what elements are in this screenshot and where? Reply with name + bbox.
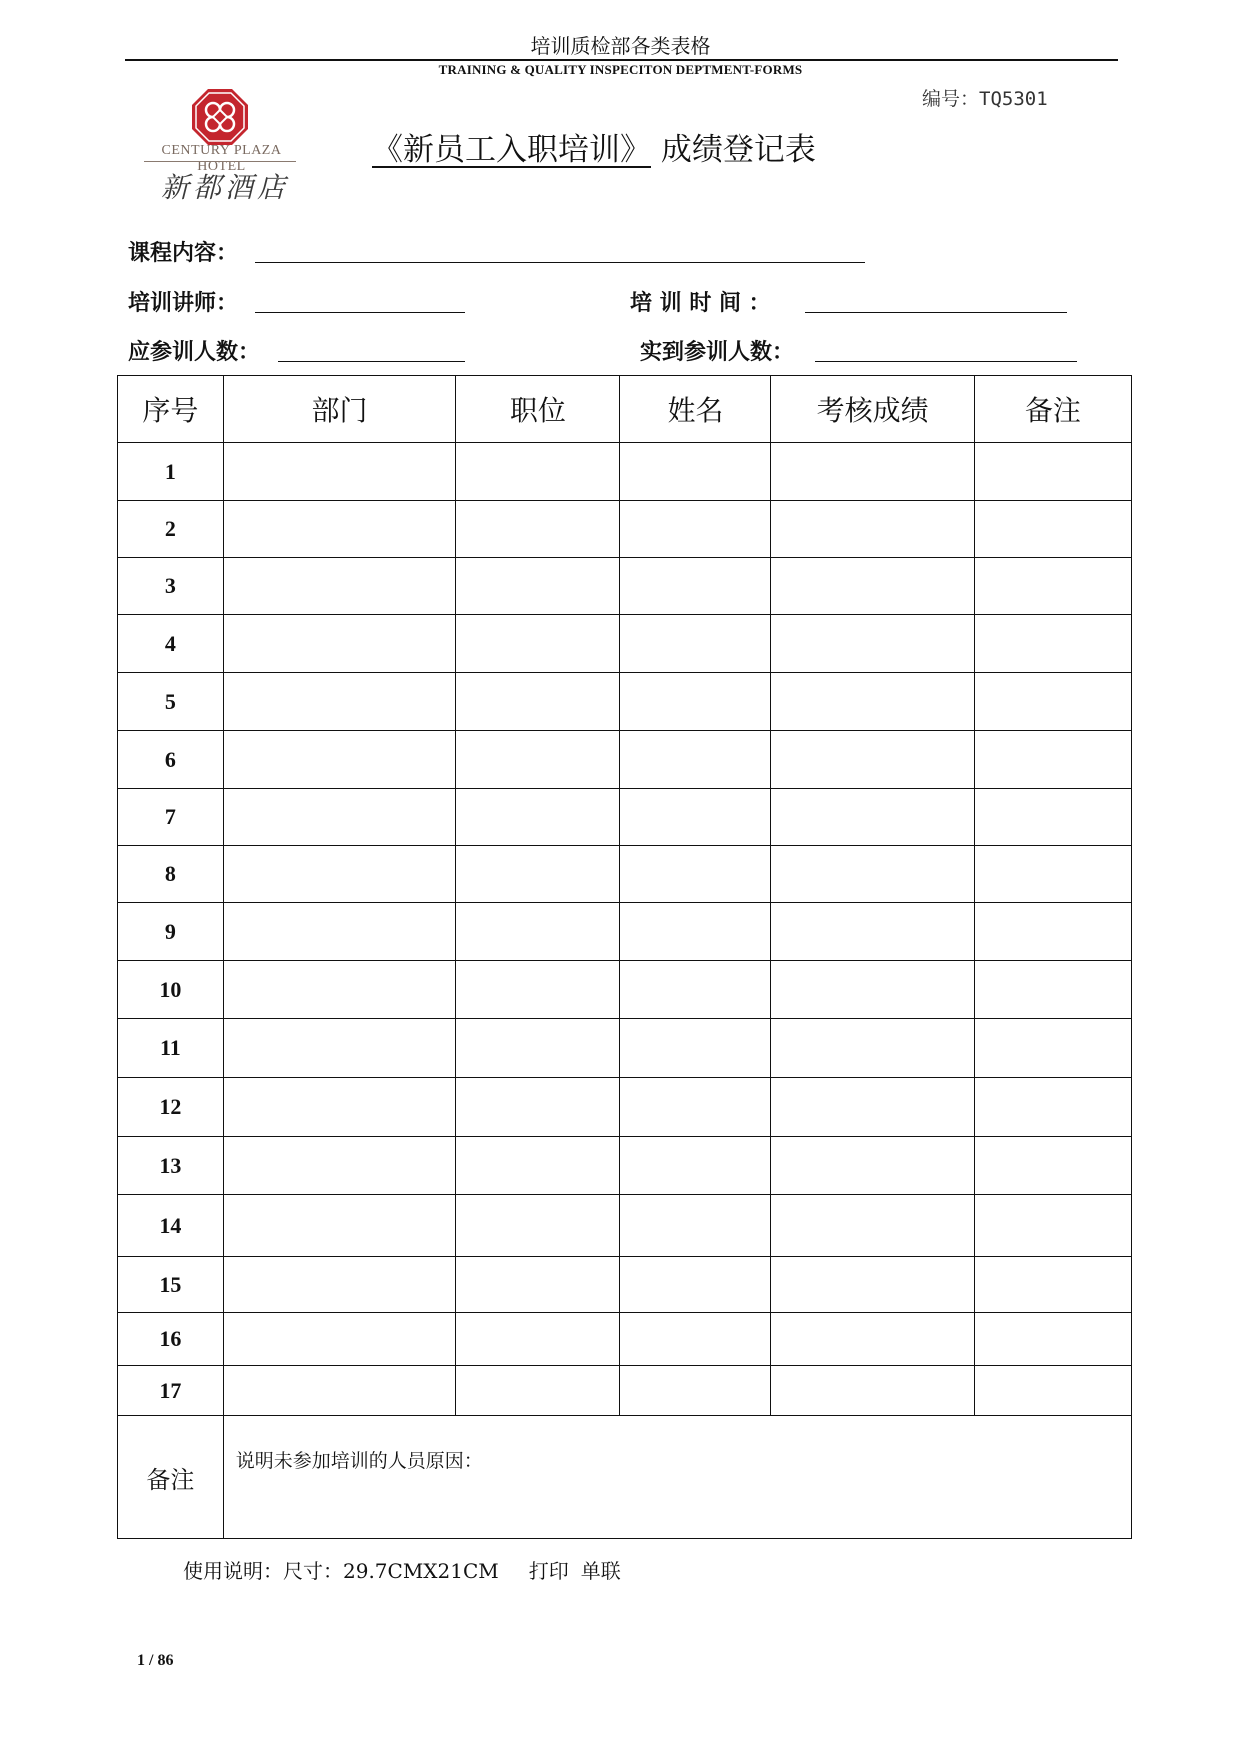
department-cell[interactable] [223,731,456,789]
row-index: 12 [118,1078,224,1137]
row-index: 2 [118,501,224,558]
name-cell[interactable] [620,1257,771,1313]
score-cell[interactable] [771,961,974,1019]
remarks-cell[interactable] [974,1078,1131,1137]
department-cell[interactable] [223,1078,456,1137]
department-cell[interactable] [223,501,456,558]
position-cell[interactable] [456,501,620,558]
department-cell[interactable] [223,558,456,615]
usage-instructions [183,1555,651,1584]
score-cell[interactable] [771,1366,974,1416]
department-cell[interactable] [223,1313,456,1366]
row-index: 8 [118,846,224,903]
row-index: 3 [118,558,224,615]
department-cell[interactable] [223,1366,456,1416]
table-row [118,731,1132,789]
score-cell[interactable] [771,1019,974,1078]
position-cell[interactable] [456,1366,620,1416]
department-cell[interactable] [223,961,456,1019]
position-cell[interactable] [456,673,620,731]
score-cell[interactable] [771,1078,974,1137]
name-cell[interactable] [620,443,771,501]
department-cell[interactable] [223,615,456,673]
table-row [118,789,1132,846]
name-cell[interactable] [620,558,771,615]
trainer-line[interactable] [255,312,465,313]
score-cell[interactable] [771,443,974,501]
document-number: 编号：TQ5301 [922,88,1048,110]
position-cell[interactable] [456,1137,620,1195]
table-row [118,615,1132,673]
remarks-cell[interactable] [974,1257,1131,1313]
score-cell[interactable] [771,673,974,731]
table-row [118,1313,1132,1366]
form-series-title: 培训质检部各类表格 [530,34,711,58]
row-index: 14 [118,1195,224,1257]
row-index: 10 [118,961,224,1019]
table-row [118,558,1132,615]
position-cell[interactable] [456,1257,620,1313]
actual-count-line[interactable] [815,361,1077,362]
department-cell[interactable] [223,1195,456,1257]
form-title-suffix: 成绩登记表 [660,132,816,168]
hotel-name-cn: 新都酒店 [160,171,289,204]
column-header-index: 序号 [118,376,224,443]
column-header-department: 部门 [223,376,456,443]
remarks-cell[interactable] [974,961,1131,1019]
department-cell[interactable] [223,1137,456,1195]
score-cell[interactable] [771,501,974,558]
remarks-cell[interactable] [974,731,1131,789]
score-register-table [117,375,1132,1539]
row-index: 6 [118,731,224,789]
position-cell[interactable] [456,1195,620,1257]
trainer-label: 培训讲师： [128,291,239,316]
name-cell[interactable] [620,1019,771,1078]
score-cell[interactable] [771,615,974,673]
header-divider [125,59,1118,61]
name-cell[interactable] [620,1078,771,1137]
course-name: 《新员工入职培训》 [372,132,651,168]
row-index: 17 [118,1366,224,1416]
table-row [118,1257,1132,1313]
remarks-cell[interactable] [974,615,1131,673]
course-content-line[interactable] [255,262,865,263]
department-cell[interactable] [223,846,456,903]
remarks-cell[interactable] [974,1313,1131,1366]
course-content-label: 课程内容： [128,241,239,266]
name-cell[interactable] [620,789,771,846]
position-cell[interactable] [456,1078,620,1137]
name-cell[interactable] [620,1137,771,1195]
table-row [118,1078,1132,1137]
department-cell[interactable] [223,673,456,731]
score-cell[interactable] [771,558,974,615]
name-cell[interactable] [620,731,771,789]
name-cell[interactable] [620,903,771,961]
position-cell[interactable] [456,558,620,615]
name-cell[interactable] [620,961,771,1019]
score-cell[interactable] [771,1313,974,1366]
remarks-row [118,1416,1132,1539]
table-header-row [118,376,1132,443]
row-index: 9 [118,903,224,961]
table-row [118,673,1132,731]
name-cell[interactable] [620,1313,771,1366]
score-cell[interactable] [771,1137,974,1195]
name-cell[interactable] [620,501,771,558]
position-cell[interactable] [456,615,620,673]
expected-count-label: 应参训人数： [128,340,261,365]
usage-print: 打印 [528,1559,569,1583]
form-title [372,124,816,169]
department-cell[interactable] [223,1019,456,1078]
name-cell[interactable] [620,846,771,903]
position-cell[interactable] [456,1019,620,1078]
hotel-logo-icon [191,88,249,146]
remarks-text[interactable]: 说明未参加培训的人员原因： [223,1416,1131,1539]
position-cell[interactable] [456,903,620,961]
position-cell[interactable] [456,846,620,903]
remarks-cell[interactable] [974,443,1131,501]
table-row [118,961,1132,1019]
remarks-label: 备注 [118,1416,224,1539]
name-cell[interactable] [620,1195,771,1257]
table-row [118,846,1132,903]
score-cell[interactable] [771,846,974,903]
remarks-cell[interactable] [974,1137,1131,1195]
position-cell[interactable] [456,443,620,501]
remarks-cell[interactable] [974,1195,1131,1257]
training-time-line[interactable] [805,312,1067,313]
score-cell[interactable] [771,731,974,789]
row-index: 7 [118,789,224,846]
table-row [118,1137,1132,1195]
score-cell[interactable] [771,903,974,961]
usage-size: 使用说明：尺寸：29.7CMX21CM [183,1559,499,1583]
remarks-cell[interactable] [974,1366,1131,1416]
position-cell[interactable] [456,961,620,1019]
row-index: 5 [118,673,224,731]
column-header-score: 考核成绩 [771,376,974,443]
score-cell[interactable] [771,1257,974,1313]
column-header-remarks: 备注 [974,376,1131,443]
row-index: 16 [118,1313,224,1366]
row-index: 1 [118,443,224,501]
row-index: 4 [118,615,224,673]
remarks-cell[interactable] [974,558,1131,615]
name-cell[interactable] [620,615,771,673]
table-row [118,501,1132,558]
name-cell[interactable] [620,1366,771,1416]
department-cell[interactable] [223,789,456,846]
page-number: 1 / 86 [137,1652,174,1669]
column-header-name: 姓名 [620,376,771,443]
score-cell[interactable] [771,1195,974,1257]
remarks-cell[interactable] [974,789,1131,846]
form-series-subtitle: TRAINING & QUALITY INSPECITON DEPTMENT-FORMS [438,62,803,77]
position-cell[interactable] [456,789,620,846]
position-cell[interactable] [456,731,620,789]
department-cell[interactable] [223,903,456,961]
training-time-label: 培 训 时 间 ： [630,291,771,316]
row-index: 13 [118,1137,224,1195]
hotel-name-en: CENTURY PLAZA HOTEL [161,143,282,174]
logo-divider [144,161,296,162]
row-index: 11 [118,1019,224,1078]
department-cell[interactable] [223,1257,456,1313]
score-cell[interactable] [771,789,974,846]
table-row [118,443,1132,501]
remarks-cell[interactable] [974,501,1131,558]
remarks-cell[interactable] [974,673,1131,731]
remarks-cell[interactable] [974,846,1131,903]
remarks-cell[interactable] [974,1019,1131,1078]
department-cell[interactable] [223,443,456,501]
table-row [118,1019,1132,1078]
column-header-position: 职位 [456,376,620,443]
position-cell[interactable] [456,1313,620,1366]
table-row [118,1195,1132,1257]
expected-count-line[interactable] [278,361,465,362]
table-row [118,903,1132,961]
remarks-cell[interactable] [974,903,1131,961]
table-row [118,1366,1132,1416]
row-index: 15 [118,1257,224,1313]
usage-copies: 单联 [580,1559,621,1583]
actual-count-label: 实到参训人数： [640,340,795,365]
name-cell[interactable] [620,673,771,731]
